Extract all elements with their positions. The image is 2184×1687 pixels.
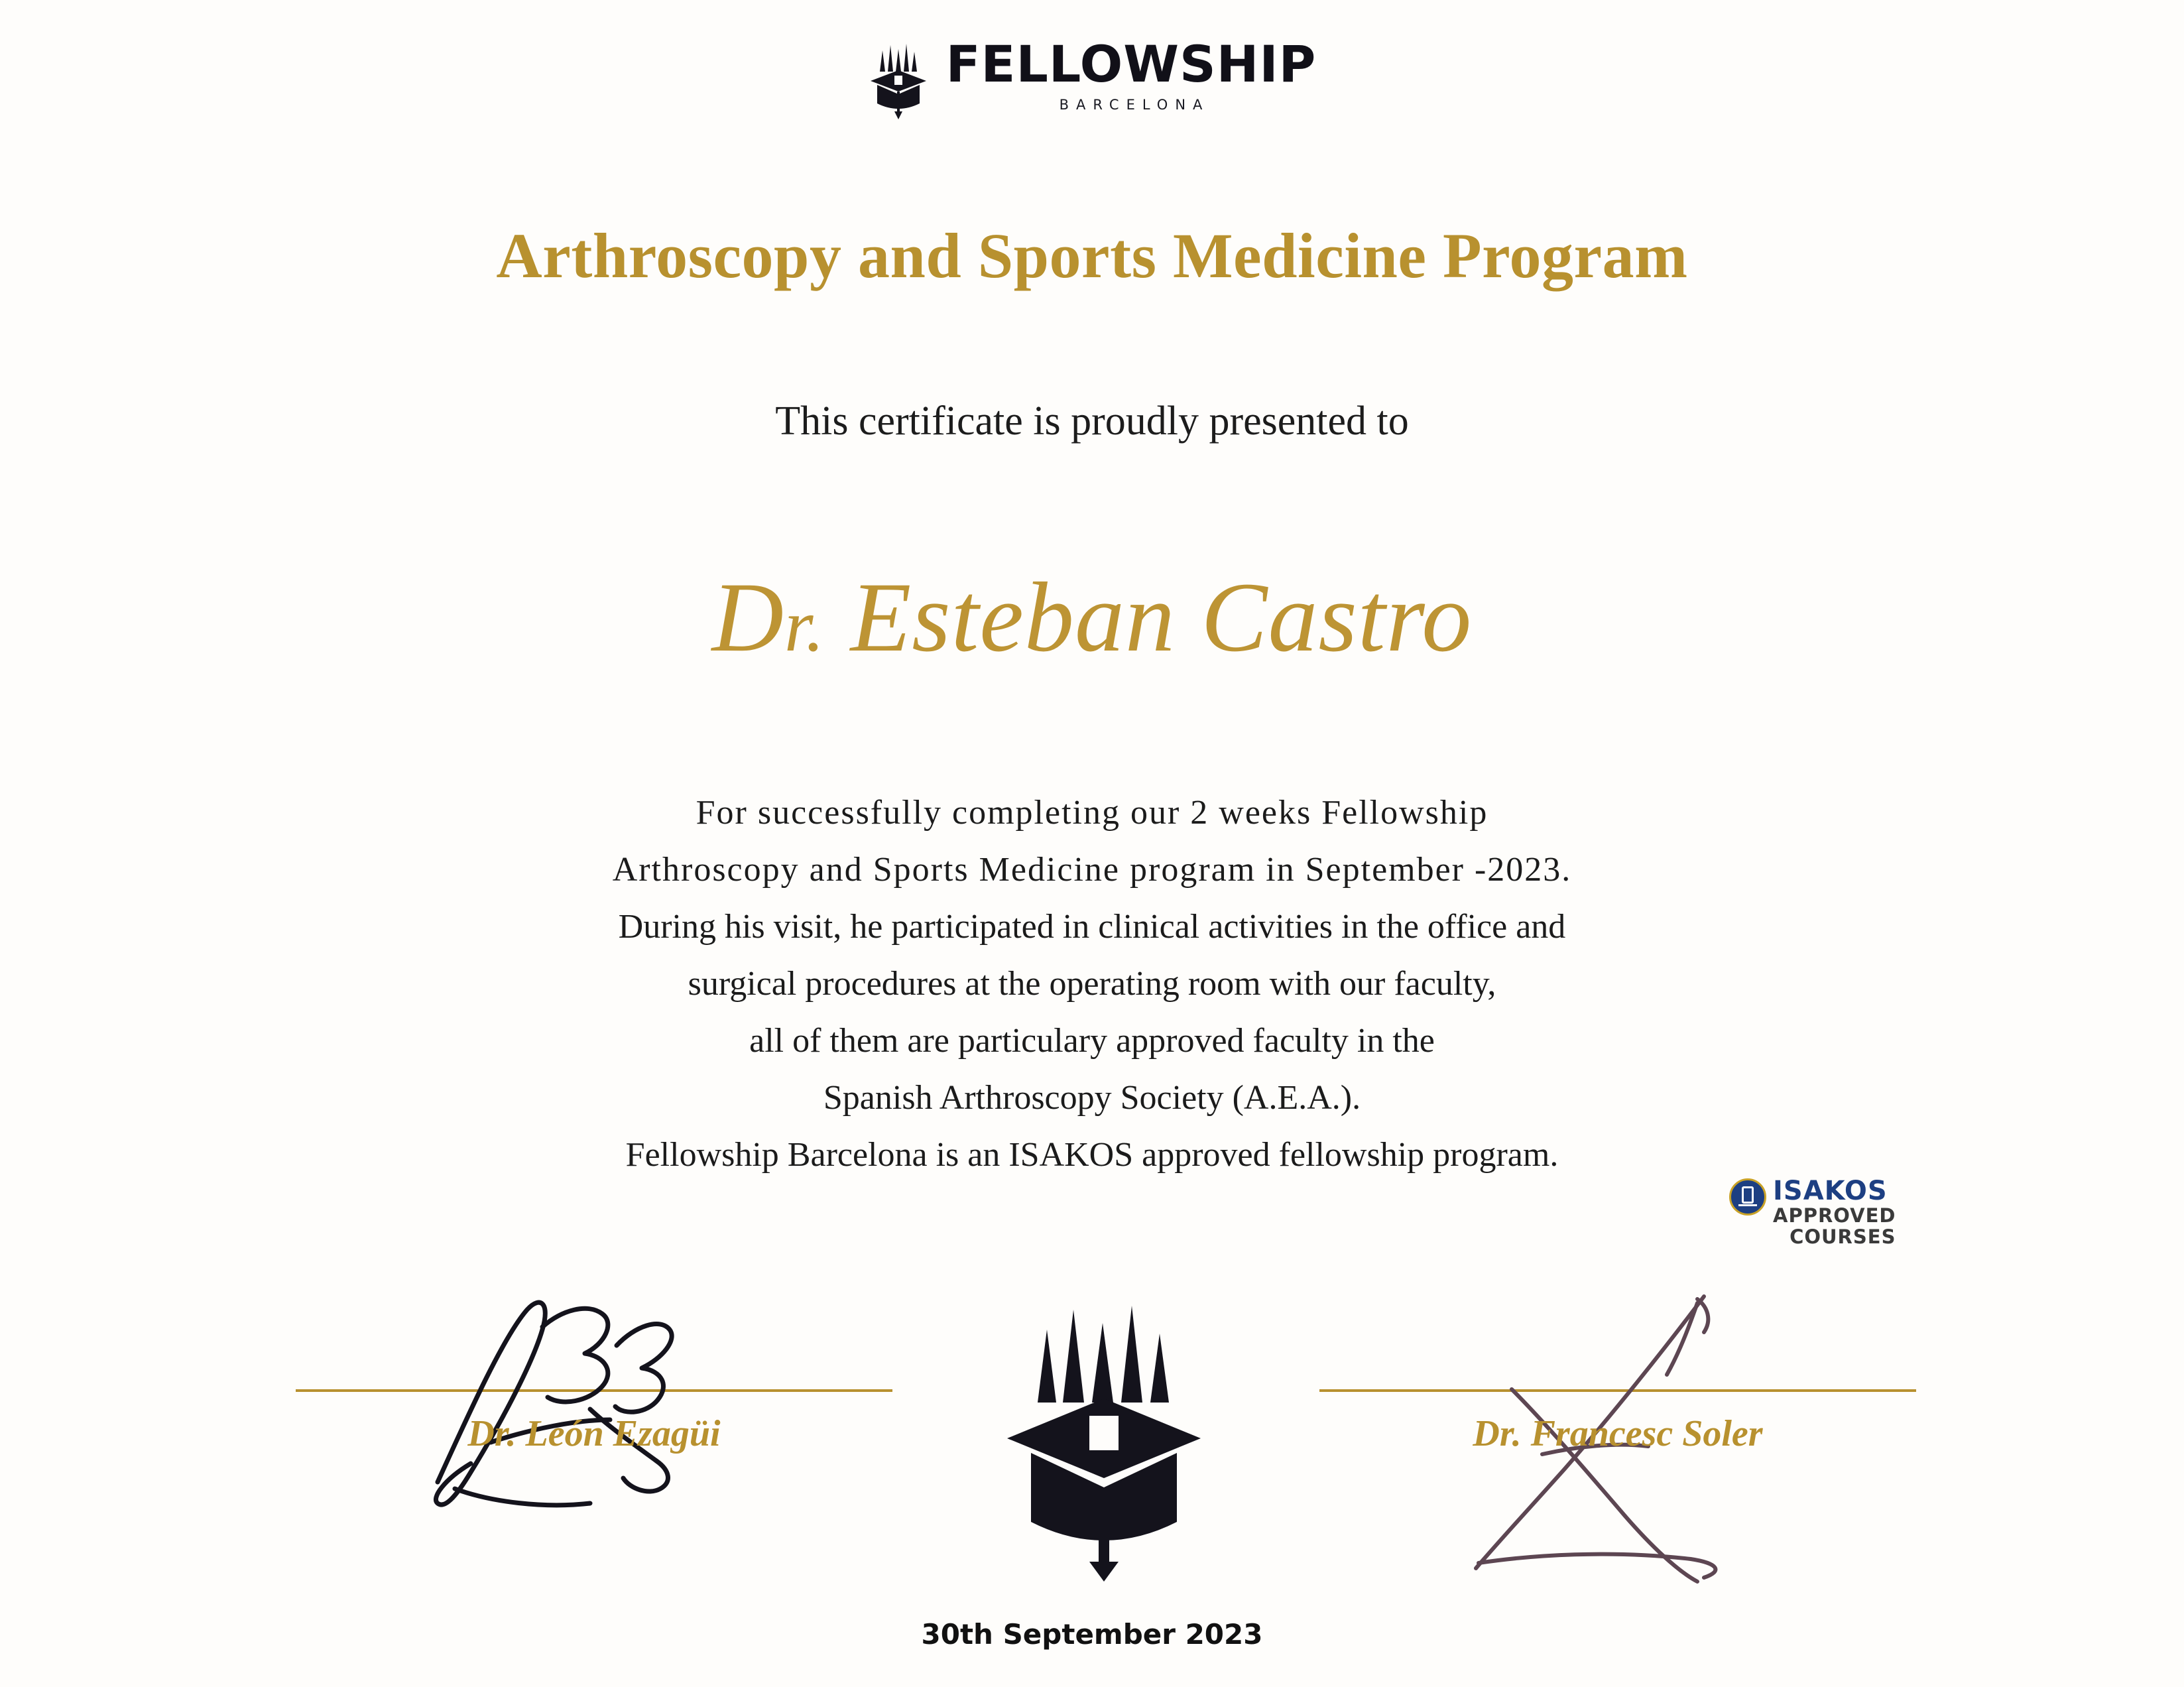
isakos-approved-badge bbox=[1729, 1177, 1895, 1258]
body-line: all of them are particulary approved faculty in the bbox=[749, 1022, 1435, 1060]
brand-logo-inner bbox=[868, 34, 1317, 119]
signature-rule-left bbox=[296, 1389, 892, 1392]
brand-subtitle: BARCELONA bbox=[1059, 96, 1210, 113]
brand-logo bbox=[0, 34, 2184, 119]
body-line: surgical procedures at the operating room with our faculty, bbox=[688, 965, 1496, 1003]
isakos-line-courses: COURSES bbox=[1790, 1225, 1896, 1248]
brand-name: FELLOWSHIP bbox=[945, 34, 1317, 94]
isakos-line-approved: APPROVED bbox=[1773, 1204, 1896, 1227]
graduation-cap-sagrada-familia-icon bbox=[998, 1296, 1210, 1582]
recipient-prefix-small: r. bbox=[784, 585, 825, 667]
presented-to-line: This certificate is proudly presented to bbox=[775, 399, 1409, 444]
issue-date: 30th September 2023 bbox=[921, 1618, 1263, 1651]
signature-name: Dr. León Ezagüi bbox=[467, 1413, 721, 1454]
body-line: Fellowship Barcelona is an ISAKOS approved fellowship program. bbox=[625, 1136, 1559, 1174]
body-line: During his visit, he participated in clinical activities in the office and bbox=[618, 908, 1566, 946]
recipient-name bbox=[0, 560, 2184, 674]
page-title: Arthroscopy and Sports Medicine Program bbox=[496, 220, 1688, 291]
handwritten-signature-icon bbox=[391, 1290, 736, 1529]
isakos-name: ISAKOS bbox=[1773, 1176, 1888, 1206]
body-line: Arthroscopy and Sports Medicine program in September -2023. bbox=[612, 851, 1572, 889]
recipient-fullname: Esteban Castro bbox=[850, 562, 1473, 672]
body-line: Spanish Arthroscopy Society (A.E.A.). bbox=[823, 1079, 1361, 1117]
body-line: For successfully completing our 2 weeks Fellowship bbox=[696, 794, 1488, 832]
isakos-seal-icon bbox=[1729, 1178, 1766, 1216]
signature-rule-right bbox=[1319, 1389, 1916, 1392]
signature-name: Dr. Francesc Soler bbox=[1473, 1413, 1763, 1454]
brand-logo-text bbox=[945, 34, 1317, 113]
graduation-cap-sagrada-familia-icon bbox=[868, 42, 929, 119]
recipient-prefix: D bbox=[711, 562, 784, 672]
isakos-badge-text bbox=[1773, 1177, 1896, 1247]
certificate-body bbox=[0, 796, 2184, 1195]
